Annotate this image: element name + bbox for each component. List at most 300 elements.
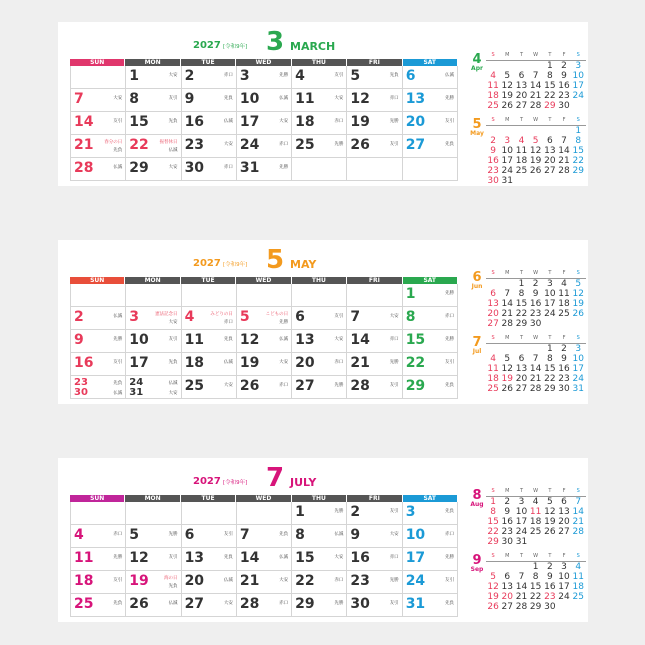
day-number: 7 xyxy=(350,309,361,325)
rokuyo-label: 仏滅 xyxy=(223,360,233,365)
week-row xyxy=(70,112,458,135)
mini-day: 15 xyxy=(572,146,584,156)
day-number: 26 xyxy=(239,378,260,394)
day-cell[interactable] xyxy=(182,89,237,111)
day-number: 22 xyxy=(405,355,426,371)
day-number: 9 xyxy=(184,91,195,107)
day-cell[interactable] xyxy=(292,89,347,111)
day-cell[interactable] xyxy=(292,594,347,616)
weekday-tue: TUE xyxy=(181,59,236,66)
day-cell[interactable] xyxy=(182,307,237,329)
mini-day xyxy=(500,126,514,136)
day-number: 28 xyxy=(74,160,94,176)
day-number: 7 xyxy=(239,527,250,543)
mini-week-row xyxy=(486,354,586,364)
mini-day: 11 xyxy=(558,289,570,299)
mini-week-row xyxy=(486,279,586,289)
day-number: 25 xyxy=(295,137,315,153)
mini-day: 15 xyxy=(544,81,556,91)
mini-day: 26 xyxy=(544,527,556,537)
mini-day: 1 xyxy=(532,562,539,572)
mini-week-row xyxy=(486,537,586,547)
day-cell[interactable] xyxy=(347,284,402,306)
day-cell[interactable] xyxy=(403,353,458,375)
day-cell[interactable] xyxy=(403,135,458,157)
day-cell[interactable] xyxy=(237,284,292,306)
day-cell[interactable] xyxy=(403,307,458,329)
rokuyo-label: 仏滅 xyxy=(168,148,178,153)
mini-day xyxy=(571,319,585,329)
rokuyo-label: 赤口 xyxy=(334,119,344,124)
holiday-label: みどりの日 xyxy=(210,312,233,317)
mini-day: 9 xyxy=(490,146,496,156)
day-cell[interactable] xyxy=(182,135,237,157)
day-cell[interactable] xyxy=(237,66,292,88)
mini-day: 22 xyxy=(529,592,542,602)
day-cell[interactable] xyxy=(403,89,458,111)
day-number: 25 xyxy=(74,596,94,612)
week-row xyxy=(70,353,458,376)
day-cell[interactable] xyxy=(126,571,181,593)
day-cell[interactable] xyxy=(126,376,181,398)
mini-day: 25 xyxy=(558,309,570,319)
day-cell[interactable] xyxy=(126,158,181,180)
mini-day: 3 xyxy=(518,497,525,507)
day-cell[interactable] xyxy=(70,330,126,352)
day-cell[interactable] xyxy=(292,66,347,88)
mini-day xyxy=(514,562,528,572)
day-cell[interactable] xyxy=(237,376,292,398)
day-cell[interactable] xyxy=(292,376,347,398)
weekday-thu: THU xyxy=(292,59,347,66)
mini-month-name: May xyxy=(470,130,484,137)
day-cell[interactable] xyxy=(126,548,181,570)
rokuyo-label: 先勝 xyxy=(444,337,454,342)
day-cell[interactable] xyxy=(70,353,126,375)
day-number: 8 xyxy=(405,309,416,325)
mini-day: 6 xyxy=(504,572,511,582)
day-cell[interactable] xyxy=(292,571,347,593)
mini-day: 17 xyxy=(572,364,584,374)
mini-day: 7 xyxy=(532,354,539,364)
day-cell[interactable] xyxy=(237,112,292,134)
mini-weekday: M xyxy=(505,335,510,341)
week-row xyxy=(70,548,458,571)
mini-day: 8 xyxy=(546,71,553,81)
day-cell[interactable] xyxy=(347,307,402,329)
day-cell[interactable] xyxy=(403,571,458,593)
mini-week-row xyxy=(486,374,586,384)
rokuyo-label: 友引 xyxy=(444,578,454,583)
day-cell[interactable] xyxy=(347,353,402,375)
day-cell[interactable] xyxy=(70,502,126,524)
day-number: 29 xyxy=(295,596,315,612)
mini-week-row xyxy=(486,582,586,592)
rokuyo-label: 仏滅 xyxy=(113,165,123,170)
day-cell[interactable] xyxy=(292,307,347,329)
day-number: 20 xyxy=(295,355,315,371)
day-cell[interactable] xyxy=(182,330,237,352)
mini-day: 22 xyxy=(515,309,528,319)
calendar-sheet-july xyxy=(58,458,588,622)
mini-day: 5 xyxy=(504,71,511,81)
day-cell[interactable] xyxy=(347,548,402,570)
mini-day: 2 xyxy=(504,497,511,507)
day-cell[interactable] xyxy=(237,548,292,570)
day-number: 1 xyxy=(405,286,416,302)
day-cell[interactable] xyxy=(237,89,292,111)
rokuyo-label: 赤口 xyxy=(444,532,454,537)
mini-grid xyxy=(486,117,586,186)
day-cell[interactable] xyxy=(237,594,292,616)
day-cell[interactable] xyxy=(347,135,402,157)
day-cell[interactable] xyxy=(347,594,402,616)
day-cell[interactable] xyxy=(292,284,347,306)
rokuyo-label: 大安 xyxy=(113,96,123,101)
day-number: 14 xyxy=(74,114,94,130)
calendar-sheet-may xyxy=(58,240,588,404)
day-number: 13 xyxy=(405,91,426,107)
day-number: 15 xyxy=(129,114,149,130)
weekday-sun: SUN xyxy=(70,495,125,502)
day-cell[interactable] xyxy=(292,112,347,134)
rokuyo-label: 先負 xyxy=(113,148,123,153)
mini-day: 27 xyxy=(544,166,556,176)
day-cell[interactable] xyxy=(70,525,126,547)
mini-day: 4 xyxy=(518,136,525,146)
day-number: 26 xyxy=(350,137,370,153)
day-cell[interactable] xyxy=(126,330,181,352)
day-cell[interactable] xyxy=(403,502,458,524)
day-cell[interactable] xyxy=(237,571,292,593)
weekday-header xyxy=(70,495,458,502)
mini-day: 15 xyxy=(529,582,542,592)
mini-day: 28 xyxy=(501,319,513,329)
rokuyo-label: 友引 xyxy=(113,578,123,583)
day-cell[interactable] xyxy=(403,376,458,398)
calendar-sheet-march xyxy=(58,22,588,186)
day-cell[interactable] xyxy=(347,376,402,398)
day-cell[interactable] xyxy=(70,112,126,134)
mini-day: 13 xyxy=(558,507,570,517)
day-cell[interactable] xyxy=(182,571,237,593)
mini-day: 13 xyxy=(487,299,499,309)
day-cell[interactable] xyxy=(70,548,126,570)
month-grid xyxy=(70,277,458,399)
mini-day xyxy=(571,537,585,547)
mini-day: 5 xyxy=(575,279,582,289)
mini-day: 6 xyxy=(518,354,525,364)
mini-day: 23 xyxy=(501,527,513,537)
day-cell[interactable] xyxy=(126,284,181,306)
mini-day: 10 xyxy=(501,146,513,156)
day-cell[interactable] xyxy=(70,284,126,306)
mini-day: 20 xyxy=(558,517,570,527)
week-row xyxy=(70,66,458,89)
day-number: 24 xyxy=(239,137,260,153)
holiday-label: 春分の日 xyxy=(104,140,123,145)
mini-weekday: S xyxy=(491,488,495,494)
mini-weekday: T xyxy=(548,335,552,341)
day-cell[interactable] xyxy=(292,158,347,180)
mini-day: 4 xyxy=(575,562,582,572)
day-number: 3 xyxy=(129,309,140,325)
day-cell[interactable] xyxy=(126,66,181,88)
day-cell[interactable] xyxy=(347,330,402,352)
mini-weekday-header xyxy=(486,553,586,562)
rokuyo-label: 仏滅 xyxy=(334,532,344,537)
day-cell[interactable] xyxy=(403,112,458,134)
mini-day xyxy=(543,176,557,186)
day-cell[interactable] xyxy=(292,525,347,547)
weekday-wed: WED xyxy=(236,277,291,284)
rokuyo-label: 赤口 xyxy=(334,360,344,365)
day-cell[interactable] xyxy=(403,525,458,547)
day-cell[interactable] xyxy=(126,594,181,616)
day-cell[interactable] xyxy=(70,66,126,88)
rokuyo-label: 大安 xyxy=(168,73,178,78)
mini-weekday-header xyxy=(486,52,586,61)
day-cell[interactable] xyxy=(70,135,126,157)
rokuyo-label: 大安 xyxy=(223,383,233,388)
mini-day: 13 xyxy=(515,364,528,374)
mini-weekday: M xyxy=(505,117,510,123)
day-number: 30 xyxy=(350,596,370,612)
mini-day: 26 xyxy=(487,602,499,612)
day-number: 8 xyxy=(129,91,140,107)
rokuyo-label: 仏滅 xyxy=(223,578,233,583)
day-cell[interactable] xyxy=(403,330,458,352)
day-cell[interactable] xyxy=(126,112,181,134)
rokuyo-label: 大安 xyxy=(223,601,233,606)
day-cell[interactable] xyxy=(126,525,181,547)
day-cell[interactable] xyxy=(347,66,402,88)
day-cell[interactable] xyxy=(182,594,237,616)
day-cell[interactable] xyxy=(182,158,237,180)
day-number: 21 xyxy=(239,573,260,589)
rokuyo-label: 友引 xyxy=(444,360,454,365)
day-cell[interactable] xyxy=(182,548,237,570)
mini-month-label xyxy=(468,488,486,508)
mini-day: 22 xyxy=(544,91,556,101)
day-cell[interactable] xyxy=(403,158,458,180)
mini-weekday: S xyxy=(491,270,495,276)
mini-day: 22 xyxy=(544,374,556,384)
day-cell[interactable] xyxy=(182,502,237,524)
day-cell[interactable] xyxy=(70,89,126,111)
day-cell[interactable] xyxy=(237,330,292,352)
day-number: 28 xyxy=(350,378,370,394)
rokuyo-label: 先勝 xyxy=(334,509,344,514)
day-number: 24 xyxy=(405,573,426,589)
day-cell[interactable] xyxy=(347,89,402,111)
weekday-sat: SAT xyxy=(403,277,458,284)
rokuyo-label: 赤口 xyxy=(389,555,399,560)
mini-day: 11 xyxy=(572,572,584,582)
day-number: 11 xyxy=(184,332,205,348)
day-number: 30 xyxy=(74,387,88,398)
day-number: 30 xyxy=(184,160,205,176)
rokuyo-label: 大安 xyxy=(334,96,344,101)
day-cell[interactable] xyxy=(292,353,347,375)
day-cell[interactable] xyxy=(126,353,181,375)
month-header xyxy=(58,240,458,278)
mini-day: 18 xyxy=(558,299,570,309)
day-cell[interactable] xyxy=(237,158,292,180)
rokuyo-label: 友引 xyxy=(389,142,399,147)
mini-month-number: 6 xyxy=(472,270,482,285)
day-cell[interactable] xyxy=(403,284,458,306)
week-row xyxy=(70,330,458,353)
rokuyo-label: 赤口 xyxy=(113,532,123,537)
day-cell[interactable] xyxy=(70,594,126,616)
day-number: 19 xyxy=(239,355,260,371)
mini-day: 30 xyxy=(501,537,513,547)
day-cell[interactable] xyxy=(237,525,292,547)
day-cell[interactable] xyxy=(70,158,126,180)
mini-weekday: F xyxy=(562,335,566,341)
rokuyo-label: 仏滅 xyxy=(444,73,454,78)
mini-weekday: S xyxy=(576,488,580,494)
mini-day: 21 xyxy=(529,374,542,384)
day-cell[interactable] xyxy=(70,571,126,593)
day-cell[interactable] xyxy=(70,307,126,329)
day-number: 27 xyxy=(184,596,205,612)
day-number: 31 xyxy=(405,596,426,612)
day-number: 18 xyxy=(295,114,315,130)
mini-weekday: T xyxy=(519,52,523,58)
mini-day xyxy=(514,176,528,186)
day-cell[interactable] xyxy=(182,525,237,547)
rokuyo-label: 仏滅 xyxy=(168,601,178,606)
mini-day: 12 xyxy=(501,81,513,91)
mini-day: 5 xyxy=(490,572,496,582)
rokuyo-label: 先負 xyxy=(223,96,233,101)
mini-day: 23 xyxy=(558,91,570,101)
day-cell[interactable] xyxy=(126,307,181,329)
week-row xyxy=(70,89,458,112)
mini-day: 7 xyxy=(561,136,567,146)
day-cell[interactable] xyxy=(126,135,181,157)
mini-grid xyxy=(486,335,586,394)
day-cell[interactable] xyxy=(347,158,402,180)
day-number: 19 xyxy=(129,573,149,589)
rokuyo-label: 赤口 xyxy=(223,320,233,325)
day-cell[interactable] xyxy=(237,135,292,157)
mini-day: 23 xyxy=(529,309,542,319)
rokuyo-label: 大安 xyxy=(168,391,178,396)
day-cell[interactable] xyxy=(292,502,347,524)
day-cell[interactable] xyxy=(237,502,292,524)
mini-day: 12 xyxy=(529,146,542,156)
rokuyo-label: 赤口 xyxy=(389,96,399,101)
rokuyo-label: 赤口 xyxy=(223,73,233,78)
day-cell[interactable] xyxy=(70,376,126,398)
mini-day: 17 xyxy=(515,517,528,527)
day-number: 3 xyxy=(405,504,416,520)
day-cell[interactable] xyxy=(182,112,237,134)
mini-day xyxy=(500,279,514,289)
mini-day: 19 xyxy=(529,156,542,166)
mini-weekday: T xyxy=(548,117,552,123)
year-label: 2027 xyxy=(193,476,221,487)
weekday-sat: SAT xyxy=(403,495,458,502)
mini-day xyxy=(486,344,500,354)
day-cell[interactable] xyxy=(182,376,237,398)
mini-week-row xyxy=(486,126,586,136)
mini-day: 11 xyxy=(487,81,499,91)
era-label: [令和9年] xyxy=(223,44,248,50)
mini-day: 3 xyxy=(561,562,567,572)
mini-week-row xyxy=(486,156,586,166)
mini-day: 31 xyxy=(501,176,513,186)
day-number: 6 xyxy=(295,309,305,325)
rokuyo-label: 赤口 xyxy=(279,383,289,388)
day-cell[interactable] xyxy=(292,135,347,157)
day-cell[interactable] xyxy=(292,548,347,570)
mini-day xyxy=(500,61,514,71)
mini-day: 23 xyxy=(544,592,556,602)
weekday-header xyxy=(70,277,458,284)
rokuyo-label: 仏滅 xyxy=(113,314,123,319)
day-cell[interactable] xyxy=(182,353,237,375)
day-number: 7 xyxy=(74,91,84,107)
day-number: 21 xyxy=(74,137,94,153)
day-number: 23 xyxy=(350,573,370,589)
day-cell[interactable] xyxy=(403,66,458,88)
mini-day: 7 xyxy=(518,572,525,582)
day-number: 17 xyxy=(239,114,260,130)
day-cell[interactable] xyxy=(403,548,458,570)
day-cell[interactable] xyxy=(347,525,402,547)
mini-day: 28 xyxy=(572,527,584,537)
weekday-mon: MON xyxy=(125,59,180,66)
mini-month-label xyxy=(468,335,486,355)
day-cell[interactable] xyxy=(182,284,237,306)
mini-day: 20 xyxy=(544,156,556,166)
mini-day xyxy=(486,126,500,136)
day-cell[interactable] xyxy=(126,89,181,111)
mini-day: 13 xyxy=(544,146,556,156)
day-cell[interactable] xyxy=(403,594,458,616)
day-number: 18 xyxy=(74,573,94,589)
mini-day: 30 xyxy=(529,319,542,329)
week-row xyxy=(70,502,458,525)
day-cell[interactable] xyxy=(347,112,402,134)
mini-month-name: Jun xyxy=(471,283,483,290)
mini-week-row xyxy=(486,61,586,71)
mini-day: 28 xyxy=(529,101,542,111)
mini-weekday: M xyxy=(505,52,510,58)
mini-month-label xyxy=(468,52,486,72)
mini-day xyxy=(486,562,500,572)
rokuyo-label: 先勝 xyxy=(389,360,399,365)
day-cell[interactable] xyxy=(237,307,292,329)
mini-week-row xyxy=(486,572,586,582)
day-cell[interactable] xyxy=(347,502,402,524)
day-number: 27 xyxy=(295,378,315,394)
day-number: 24 xyxy=(129,377,144,388)
mini-day: 3 xyxy=(504,136,511,146)
rokuyo-label: 先勝 xyxy=(113,337,123,342)
mini-week-row xyxy=(486,136,586,146)
day-cell[interactable] xyxy=(237,353,292,375)
rokuyo-label: 赤口 xyxy=(334,578,344,583)
day-cell[interactable] xyxy=(182,66,237,88)
day-cell[interactable] xyxy=(292,330,347,352)
day-cell[interactable] xyxy=(126,502,181,524)
day-cell[interactable] xyxy=(347,571,402,593)
